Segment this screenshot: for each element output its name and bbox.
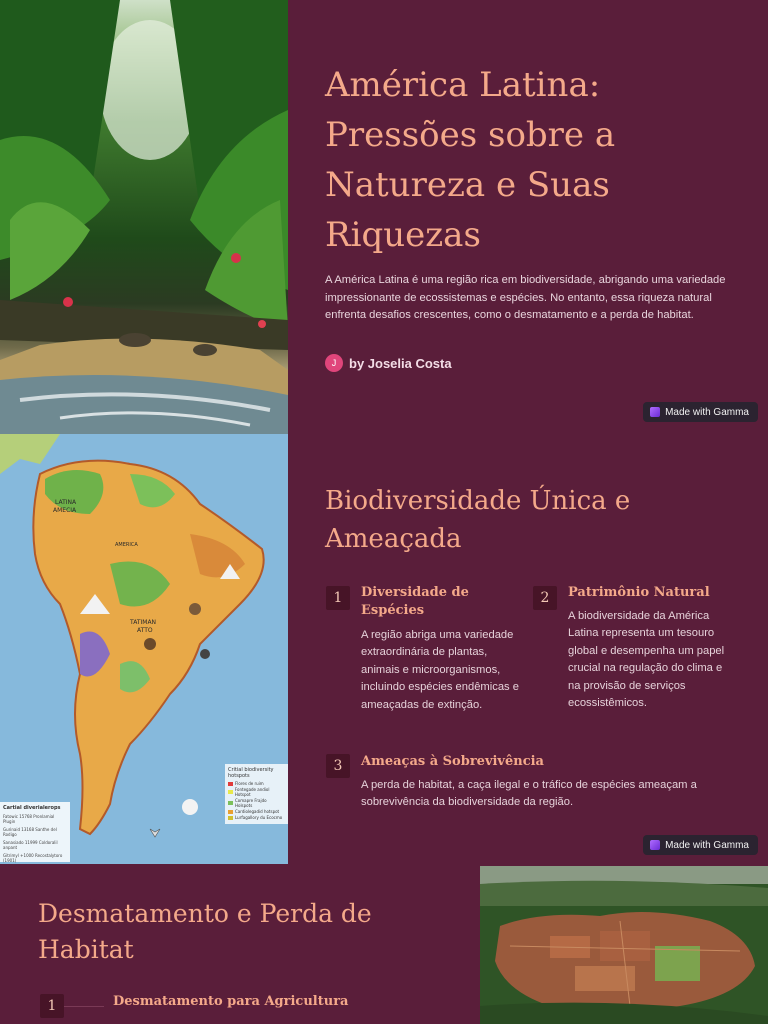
item-title: Ameaças à Sobrevivência: [361, 754, 544, 769]
map-label: ATTO: [137, 627, 153, 634]
item-description: A perda de habitat, a caça ilegal e o tráfico de espécies ameaçam a sobrevivência da biodiversidade da região.: [361, 779, 697, 809]
connector-line: [64, 1006, 104, 1007]
map-legend-item: Lurfagallory du Ecocmo: [228, 815, 285, 820]
south-america-map-image: [0, 434, 288, 864]
map-legend-item: Fontegade andiol Hotspot: [228, 787, 285, 797]
gamma-icon: [650, 407, 660, 417]
map-data-table: [0, 802, 70, 862]
map-table-title: Cartial diverialerops: [3, 805, 61, 811]
item-description: A região abriga uma variedade extraordinária de plantas, animais e microorganismos, incluindo espécies endêmicas e ameaçadas de extinção.: [361, 629, 519, 711]
deforestation-aerial-image: [480, 866, 768, 1024]
slide-biodiversity: [0, 434, 768, 866]
section-title-biodiversity: Biodiversidade Única e Ameaçada: [325, 486, 631, 554]
map-label: AMECIA: [53, 507, 77, 514]
map-label: AMERICA: [115, 542, 138, 548]
map-legend-title: Critial biodiversity hotspots: [228, 767, 274, 779]
jungle-illustration: [0, 0, 288, 434]
item-description: A biodiversidade da América Latina representa um tesouro global e desempenha um papel crucial na regulação do clima e na provisão de serviços ecossistêmicos.: [568, 610, 725, 710]
map-legend-item: Comapre Frajdo Holspots: [228, 798, 285, 808]
map-legend-item: Flores de ruim: [228, 781, 285, 786]
item-number: 2: [533, 586, 557, 610]
author-name: by Joselia Costa: [349, 355, 452, 371]
badge-label: Made with Gamma: [665, 839, 749, 851]
item-number: 1: [40, 994, 64, 1018]
map-table-row: Sanasiado 11999 Coldoralil anpant: [3, 840, 58, 850]
map-label: LATINA: [55, 499, 77, 506]
page-title: América Latina: Pressões sobre a Natureza e Suas Riquezas: [325, 65, 616, 255]
item-title: Desmatamento para Agricultura: [113, 994, 349, 1009]
jungle-river-image: [0, 0, 288, 434]
intro-description: A América Latina é uma região rica em biodiversidade, abrigando uma variedade impressionante de ecossistemas e espécies. No entanto, essa riqueza natural enfrenta desafios crescentes, como o desmatamento e a perda de habitat.: [325, 274, 726, 321]
map-label: TATIMAN: [130, 619, 157, 626]
made-with-gamma-badge[interactable]: [643, 835, 758, 855]
map-legend: [225, 764, 288, 824]
author-byline[interactable]: [325, 354, 452, 372]
aerial-illustration: [480, 866, 768, 1024]
badge-label: Made with Gamma: [665, 406, 749, 418]
made-with-gamma-badge[interactable]: [643, 402, 758, 422]
item-number: 1: [326, 586, 350, 610]
gamma-icon: [650, 840, 660, 850]
slide-intro: [0, 0, 768, 434]
section-title-deforestation: Desmatamento e Perda de Habitat: [38, 899, 372, 964]
item-title: Diversidade de Espécies: [361, 585, 469, 618]
map-table-row: Gitrimyl +1000 Recostalytoro (1901): [3, 853, 63, 863]
item-title: Patrimônio Natural: [568, 585, 710, 600]
map-legend-item: Cardiolegadid hotspot: [228, 809, 285, 814]
avatar: J: [325, 354, 343, 372]
map-table-row: Gurinaid 13168 Santhe del Rodigo: [3, 827, 57, 837]
slide-deforestation: [0, 866, 768, 1024]
map-table-row: Fatowic 15768 Pronlamial Plugin: [3, 814, 55, 824]
item-number: 3: [326, 754, 350, 778]
